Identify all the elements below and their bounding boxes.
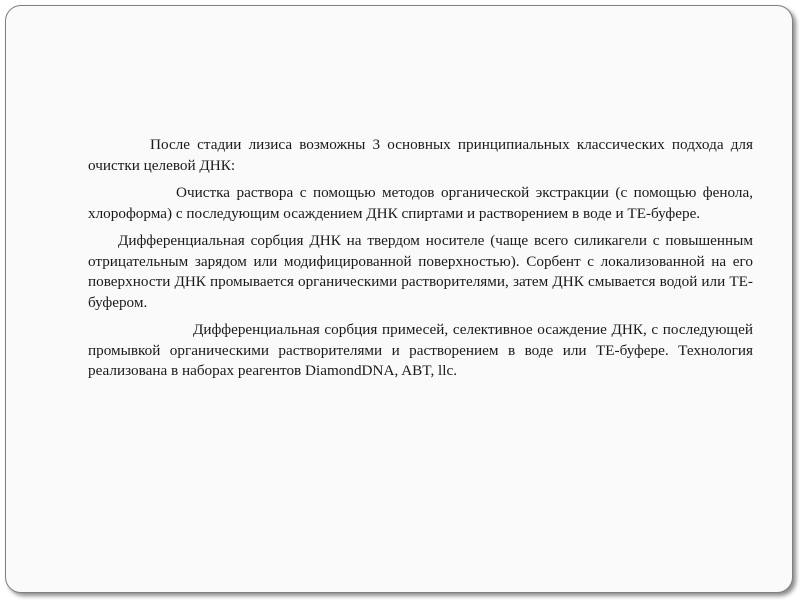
method-dna-sorption-paragraph: Дифференциальная сорбция ДНК на твердом носителе (чаще всего силикагели с повышенным отрицательным зарядом или модифицированной поверхностью). Сорбент с локализованной на его поверхности ДНК промывается органическими растворителями, затем ДНК смывается водой или TE-буфером. xyxy=(88,232,753,311)
intro-paragraph: После стадии лизиса возможны 3 основных принципиальных классических подхода для очистки целевой ДНК: xyxy=(88,136,753,174)
method-impurity-sorption-paragraph: Дифференциальная сорбция примесей, селективное осаждение ДНК, с последующей промывкой органическими растворителями и растворением в воде или TE-буфере. Технология реализована в наборах реагентов DiamondDNA, ABT, llc. xyxy=(88,321,753,379)
slide-text-block xyxy=(88,135,753,389)
method-organic-extraction-paragraph: Очистка раствора с помощью методов органической экстракции (с помощью фенола, хлороформа) с последующим осаждением ДНК спиртами и растворением в воде и TE-буфере. xyxy=(88,184,753,222)
